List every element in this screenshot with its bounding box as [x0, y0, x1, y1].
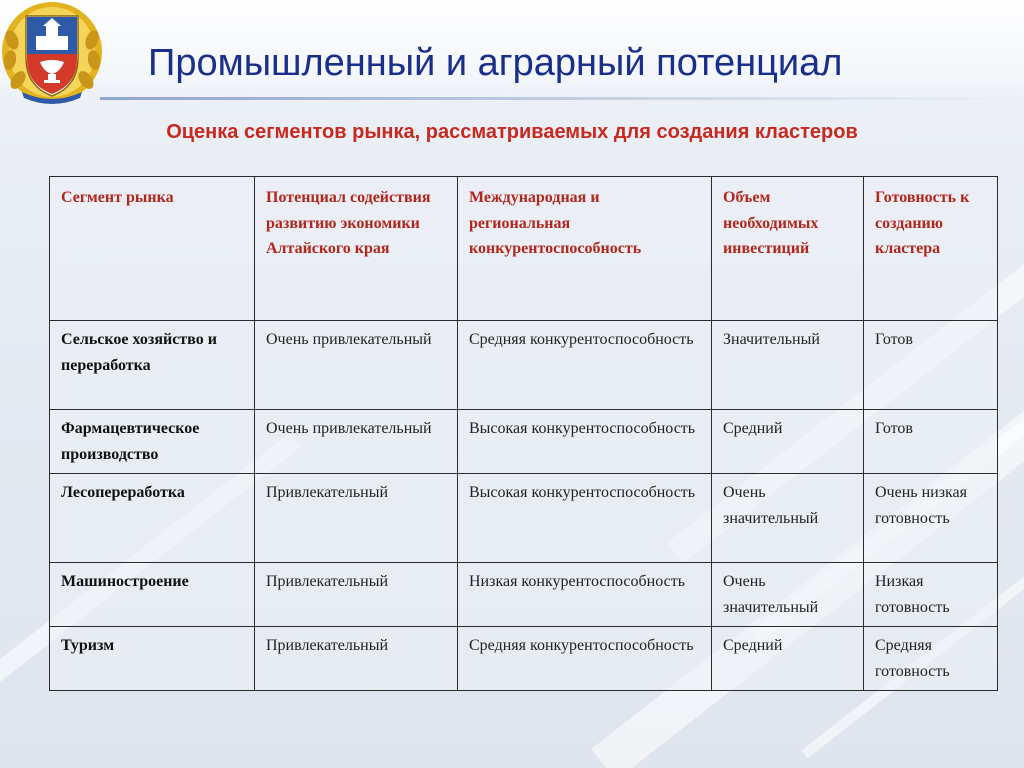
page-title: Промышленный и аграрный потенциал	[148, 42, 843, 84]
table-row	[50, 321, 998, 410]
column-header: Готовность к созданию кластера	[864, 177, 998, 321]
header-divider	[100, 97, 1024, 100]
table-cell: Привлекательный	[255, 627, 458, 691]
segment-name-cell: Машиностроение	[50, 563, 255, 627]
segment-name-cell: Туризм	[50, 627, 255, 691]
table-cell: Значительный	[712, 321, 864, 410]
table-cell: Средняя готовность	[864, 627, 998, 691]
column-header: Потенциал содействия развитию экономики Алтайского края	[255, 177, 458, 321]
table-cell: Средняя конкурентоспособность	[458, 321, 712, 410]
page-subtitle: Оценка сегментов рынка, рассматриваемых для создания кластеров	[166, 121, 858, 143]
market-segments-table	[49, 176, 998, 691]
segment-name-cell: Фармацевтическое производство	[50, 410, 255, 474]
table-cell: Средний	[712, 627, 864, 691]
column-header: Международная и региональная конкурентоспособность	[458, 177, 712, 321]
table-cell: Средний	[712, 410, 864, 474]
table-row	[50, 474, 998, 563]
table-header-row	[50, 177, 998, 321]
table-cell: Привлекательный	[255, 563, 458, 627]
column-header: Объем необходимых инвестиций	[712, 177, 864, 321]
table-cell: Высокая конкурентоспособность	[458, 474, 712, 563]
table-cell: Средняя конкурентоспособность	[458, 627, 712, 691]
table-row	[50, 410, 998, 474]
table-cell: Очень значительный	[712, 474, 864, 563]
table-cell: Готов	[864, 321, 998, 410]
table-cell: Низкая конкурентоспособность	[458, 563, 712, 627]
table-cell: Высокая конкурентоспособность	[458, 410, 712, 474]
table-cell: Низкая готовность	[864, 563, 998, 627]
column-header: Сегмент рынка	[50, 177, 255, 321]
table-cell: Очень привлекательный	[255, 321, 458, 410]
table-cell: Очень привлекательный	[255, 410, 458, 474]
table-row	[50, 563, 998, 627]
table-cell: Очень значительный	[712, 563, 864, 627]
table-cell: Очень низкая готовность	[864, 474, 998, 563]
segment-name-cell: Сельское хозяйство и переработка	[50, 321, 255, 410]
segment-name-cell: Лесопереработка	[50, 474, 255, 563]
table-row	[50, 627, 998, 691]
altai-krai-coat-of-arms-icon	[0, 0, 104, 104]
table-cell: Привлекательный	[255, 474, 458, 563]
table-cell: Готов	[864, 410, 998, 474]
